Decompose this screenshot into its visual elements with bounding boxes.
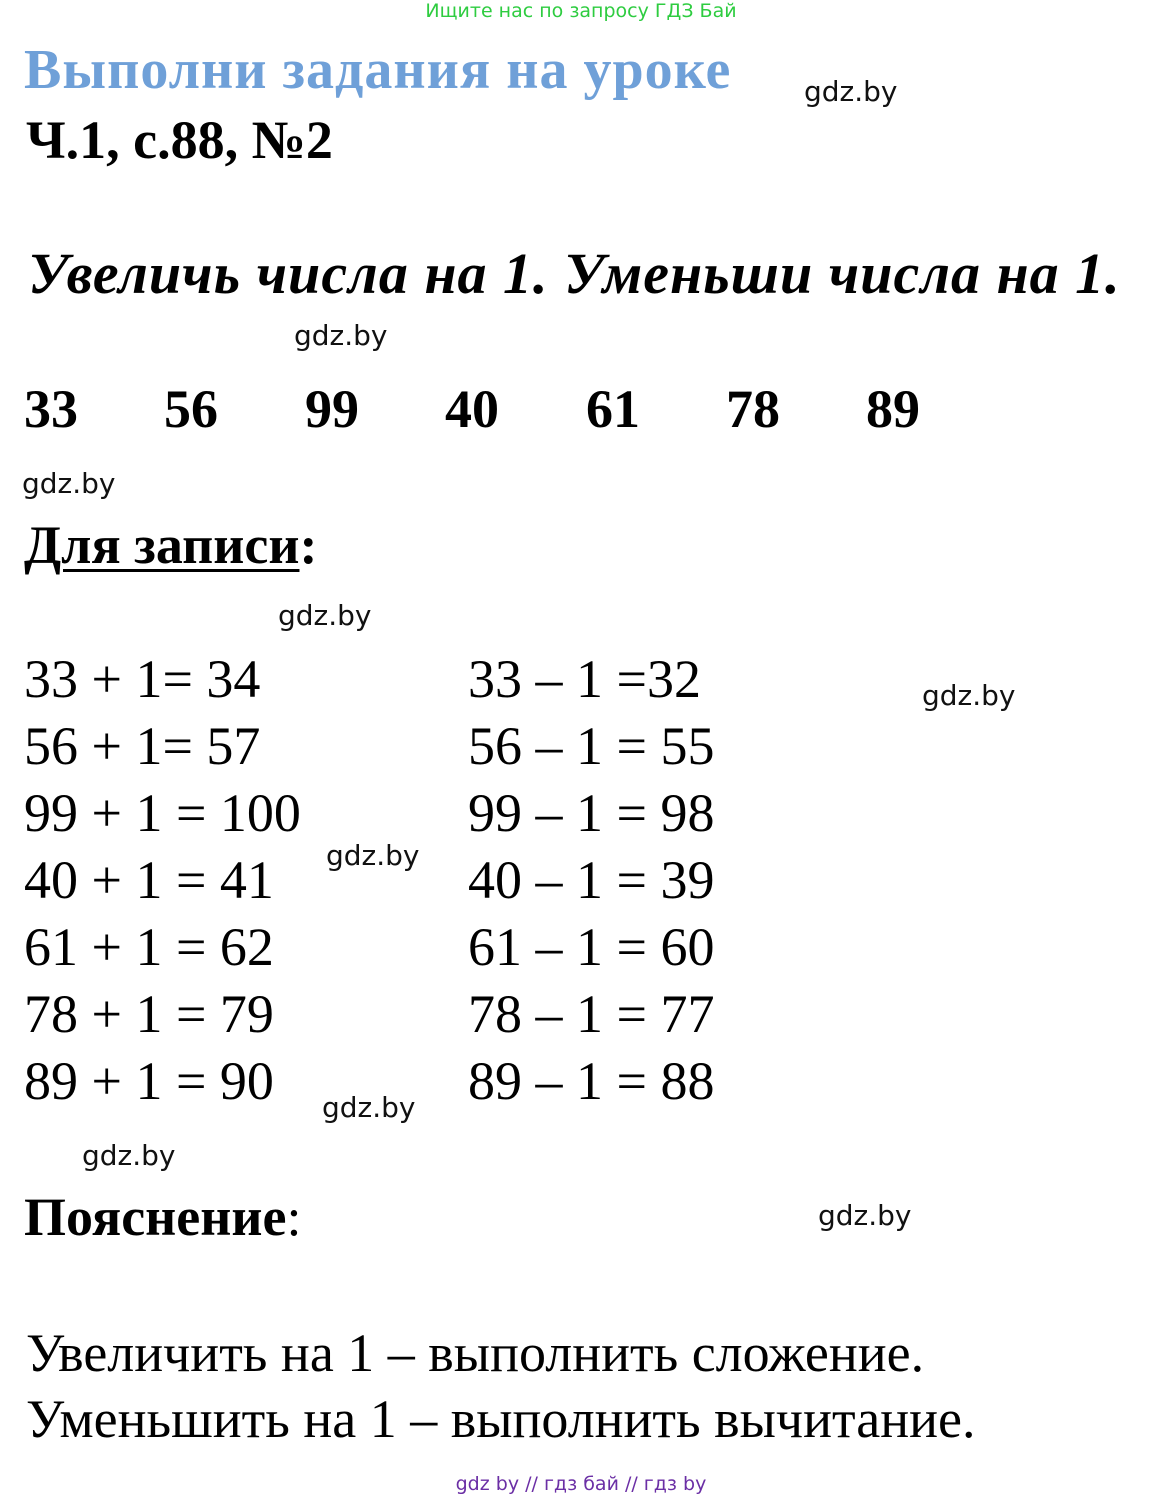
explanation-line: Уменьшить на 1 – выполнить вычитание. [26,1389,976,1449]
watermark: gdz.by [278,599,372,632]
explanation-heading [24,1187,302,1247]
subtraction-equation: 78 – 1 = 77 [468,984,715,1044]
task-text: Увеличь числа на 1. Уменьши числа на 1. [28,241,1121,306]
addition-equation: 78 + 1 = 79 [24,984,274,1044]
number-item: 89 [866,379,920,439]
page-title: Выполни задания на уроке [24,39,732,101]
subtraction-equation: 89 – 1 = 88 [468,1051,715,1111]
watermark: gdz.by [818,1199,912,1232]
addition-equation: 40 + 1 = 41 [24,850,274,910]
watermark: gdz.by [922,679,1016,712]
explanation-line: Увеличить на 1 – выполнить сложение. [26,1323,925,1383]
explanation-heading-label: Пояснение [24,1187,287,1247]
subtraction-equation: 33 – 1 =32 [468,649,701,709]
number-item: 61 [586,379,640,439]
number-item: 78 [726,379,780,439]
explanation-heading-colon: : [286,1187,302,1247]
addition-equation: 61 + 1 = 62 [24,917,274,977]
watermark: gdz.by [804,75,898,108]
record-heading-colon: : [299,515,318,575]
number-item: 56 [164,379,218,439]
watermark: gdz.by [22,467,116,500]
subtraction-equation: 99 – 1 = 98 [468,783,715,843]
footer: gdz by // гдз бай // гдз by [455,1473,707,1495]
addition-equation: 99 + 1 = 100 [24,783,301,843]
watermark: gdz.by [82,1139,176,1172]
number-item: 33 [24,379,78,439]
watermark: gdz.by [322,1091,416,1124]
addition-equation: 56 + 1= 57 [24,716,261,776]
top-banner: Ищите нас по запросу ГДЗ Бай [425,0,737,22]
subtraction-equation: 61 – 1 = 60 [468,917,715,977]
record-heading-label: Для записи [24,515,300,575]
watermark: gdz.by [294,319,388,352]
record-heading [24,515,318,575]
number-item: 99 [305,379,359,439]
page-subtitle: Ч.1, с.88, №2 [26,110,333,170]
addition-equation: 33 + 1= 34 [24,649,261,709]
watermark: gdz.by [326,839,420,872]
numbers-row [24,379,974,439]
addition-equation: 89 + 1 = 90 [24,1051,274,1111]
subtraction-equation: 56 – 1 = 55 [468,716,715,776]
subtraction-equation: 40 – 1 = 39 [468,850,715,910]
number-item: 40 [445,379,499,439]
